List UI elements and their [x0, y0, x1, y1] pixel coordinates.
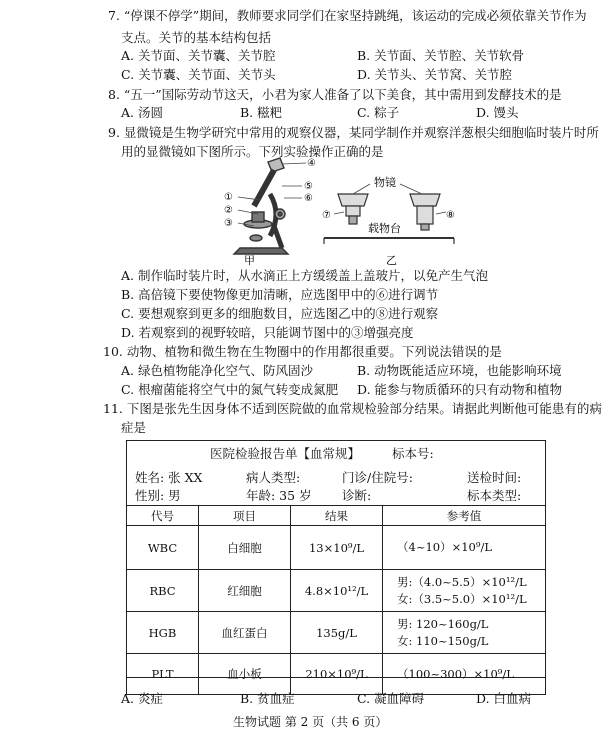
label-7: ⑦	[322, 210, 331, 221]
objective-label: 物镜	[374, 176, 396, 189]
row-item: 红细胞	[199, 570, 291, 612]
microscope-body	[234, 158, 288, 254]
figure-yi-label: 乙	[386, 254, 397, 266]
q7-stem-line2: 支点。关节的基本结构包括	[121, 30, 272, 45]
row-reference-female: 女: 110~150g/L	[397, 633, 489, 648]
page-footer: 生物试题 第 2 页（共 6 页）	[233, 715, 388, 729]
table-row	[127, 526, 546, 570]
header-reference: 参考值	[383, 506, 546, 526]
q10-stem: 10. 动物、植物和微生物在生物圈中的作用都很重要。下列说法错误的是	[103, 344, 502, 359]
q8-option-b: B. 糍粑	[240, 105, 283, 120]
microscope-figure	[210, 154, 460, 266]
report-title: 医院检验报告单【血常规】	[210, 446, 361, 461]
report-name: 姓名: 张 XX	[135, 470, 203, 485]
report-patient-type: 病人类型:	[246, 470, 301, 485]
report-clinic-no: 门诊/住院号:	[342, 470, 413, 485]
row-reference	[383, 612, 546, 654]
report-send-time: 送检时间:	[467, 470, 522, 485]
label-6: ⑥	[304, 193, 313, 204]
q7-stem-line1: 7. “停课不停学”期间，教师要求同学们在家坚持跳绳，该运动的完成必须依靠关节作为	[108, 8, 587, 23]
q7-option-a: A. 关节面、关节囊、关节腔	[121, 48, 276, 63]
row-result: 135g/L	[291, 612, 383, 654]
q7-option-b: B. 关节面、关节腔、关节软骨	[357, 48, 525, 63]
header-code: 代号	[127, 506, 199, 526]
row-reference	[383, 526, 546, 570]
row-code: RBC	[127, 570, 199, 612]
q9-option-d: D. 若观察到的视野较暗，只能调节图中的③增强亮度	[121, 325, 414, 340]
row-reference-1: （100~300）×10⁹/L	[397, 666, 514, 681]
q7-option-c: C. 关节囊、关节面、关节头	[121, 67, 276, 82]
objective-lenses	[324, 194, 454, 244]
q8-option-c: C. 粽子	[357, 105, 400, 120]
row-reference	[383, 654, 546, 695]
table-header-row	[127, 506, 546, 526]
q7-option-d: D. 关节头、关节窝、关节腔	[357, 67, 513, 82]
q11-option-b: B. 贫血症	[240, 691, 295, 706]
q11-option-c: C. 凝血障碍	[357, 691, 425, 706]
row-reference-male: 男:（4.0~5.5）×10¹²/L	[397, 574, 527, 589]
q9-option-b: B. 高倍镜下要使物像更加清晰，应选图甲中的⑥进行调节	[121, 287, 439, 302]
q9-option-c: C. 要想观察到更多的细胞数目，应选图乙中的⑧进行观察	[121, 306, 439, 321]
label-5: ⑤	[304, 181, 313, 192]
q9-stem-line2: 用的显微镜如下图所示。下列实验操作正确的是	[121, 144, 384, 159]
table-row	[127, 570, 546, 612]
table-row	[127, 654, 546, 695]
report-sample-no: 标本号:	[392, 446, 434, 461]
row-code: HGB	[127, 612, 199, 654]
q10-option-b: B. 动物既能适应环境，也能影响环境	[357, 363, 562, 378]
row-result: 210×10⁹/L	[291, 654, 383, 695]
label-4: ④	[307, 158, 316, 169]
header-result: 结果	[291, 506, 383, 526]
table-row	[127, 612, 546, 654]
q8-stem: 8. “五一”国际劳动节这天，小君为家人准备了以下美食，其中需用到发酵技术的是	[108, 87, 562, 102]
q8-option-d: D. 馒头	[476, 105, 519, 120]
report-age: 年龄: 35 岁	[246, 488, 312, 503]
q9-stem-line1: 9. 显微镜是生物学研究中常用的观察仪器，某同学制作并观察洋葱根尖细胞临时装片时所	[108, 125, 599, 140]
row-reference-1: （4~10）×10⁹/L	[397, 540, 492, 555]
row-code: PLT	[127, 654, 199, 695]
report-gender: 性别: 男	[135, 488, 181, 503]
q11-stem-line1: 11. 下图是张先生因身体不适到医院做的血常规检验部分结果。请据此判断他可能患有的病	[103, 401, 602, 416]
q9-option-a: A. 制作临时装片时，从水滴正上方缓缓盖上盖玻片，以免产生气泡	[121, 268, 488, 283]
row-item: 血小板	[199, 654, 291, 695]
label-8: ⑧	[446, 210, 455, 221]
row-reference-male: 男: 120~160g/L	[397, 616, 489, 631]
row-result: 13×10⁹/L	[291, 526, 383, 570]
header-item: 项目	[199, 506, 291, 526]
report-sample-type: 标本类型:	[467, 488, 522, 503]
label-1: ①	[224, 192, 233, 203]
q11-option-d: D. 白血病	[476, 691, 532, 706]
row-code: WBC	[127, 526, 199, 570]
row-result: 4.8×10¹²/L	[291, 570, 383, 612]
report-diagnosis: 诊断:	[342, 488, 372, 503]
q10-option-a: A. 绿色植物能净化空气、防风固沙	[121, 363, 313, 378]
q10-option-c: C. 根瘤菌能将空气中的氮气转变成氮肥	[121, 382, 339, 397]
stage-label: 载物台	[368, 222, 401, 235]
figure-jia-label: 甲	[244, 254, 255, 266]
row-reference	[383, 570, 546, 612]
row-reference-female: 女:（3.5~5.0）×10¹²/L	[397, 591, 527, 606]
label-3: ③	[224, 218, 233, 229]
q11-stem-line2: 症是	[121, 420, 147, 435]
q11-option-a: A. 炎症	[121, 691, 163, 706]
q10-option-d: D. 能参与物质循环的只有动物和植物	[357, 382, 563, 397]
q8-option-a: A. 汤圆	[121, 105, 163, 120]
row-item: 血红蛋白	[199, 612, 291, 654]
lab-results-table	[126, 505, 546, 695]
row-item: 白细胞	[199, 526, 291, 570]
label-2: ②	[224, 205, 233, 216]
